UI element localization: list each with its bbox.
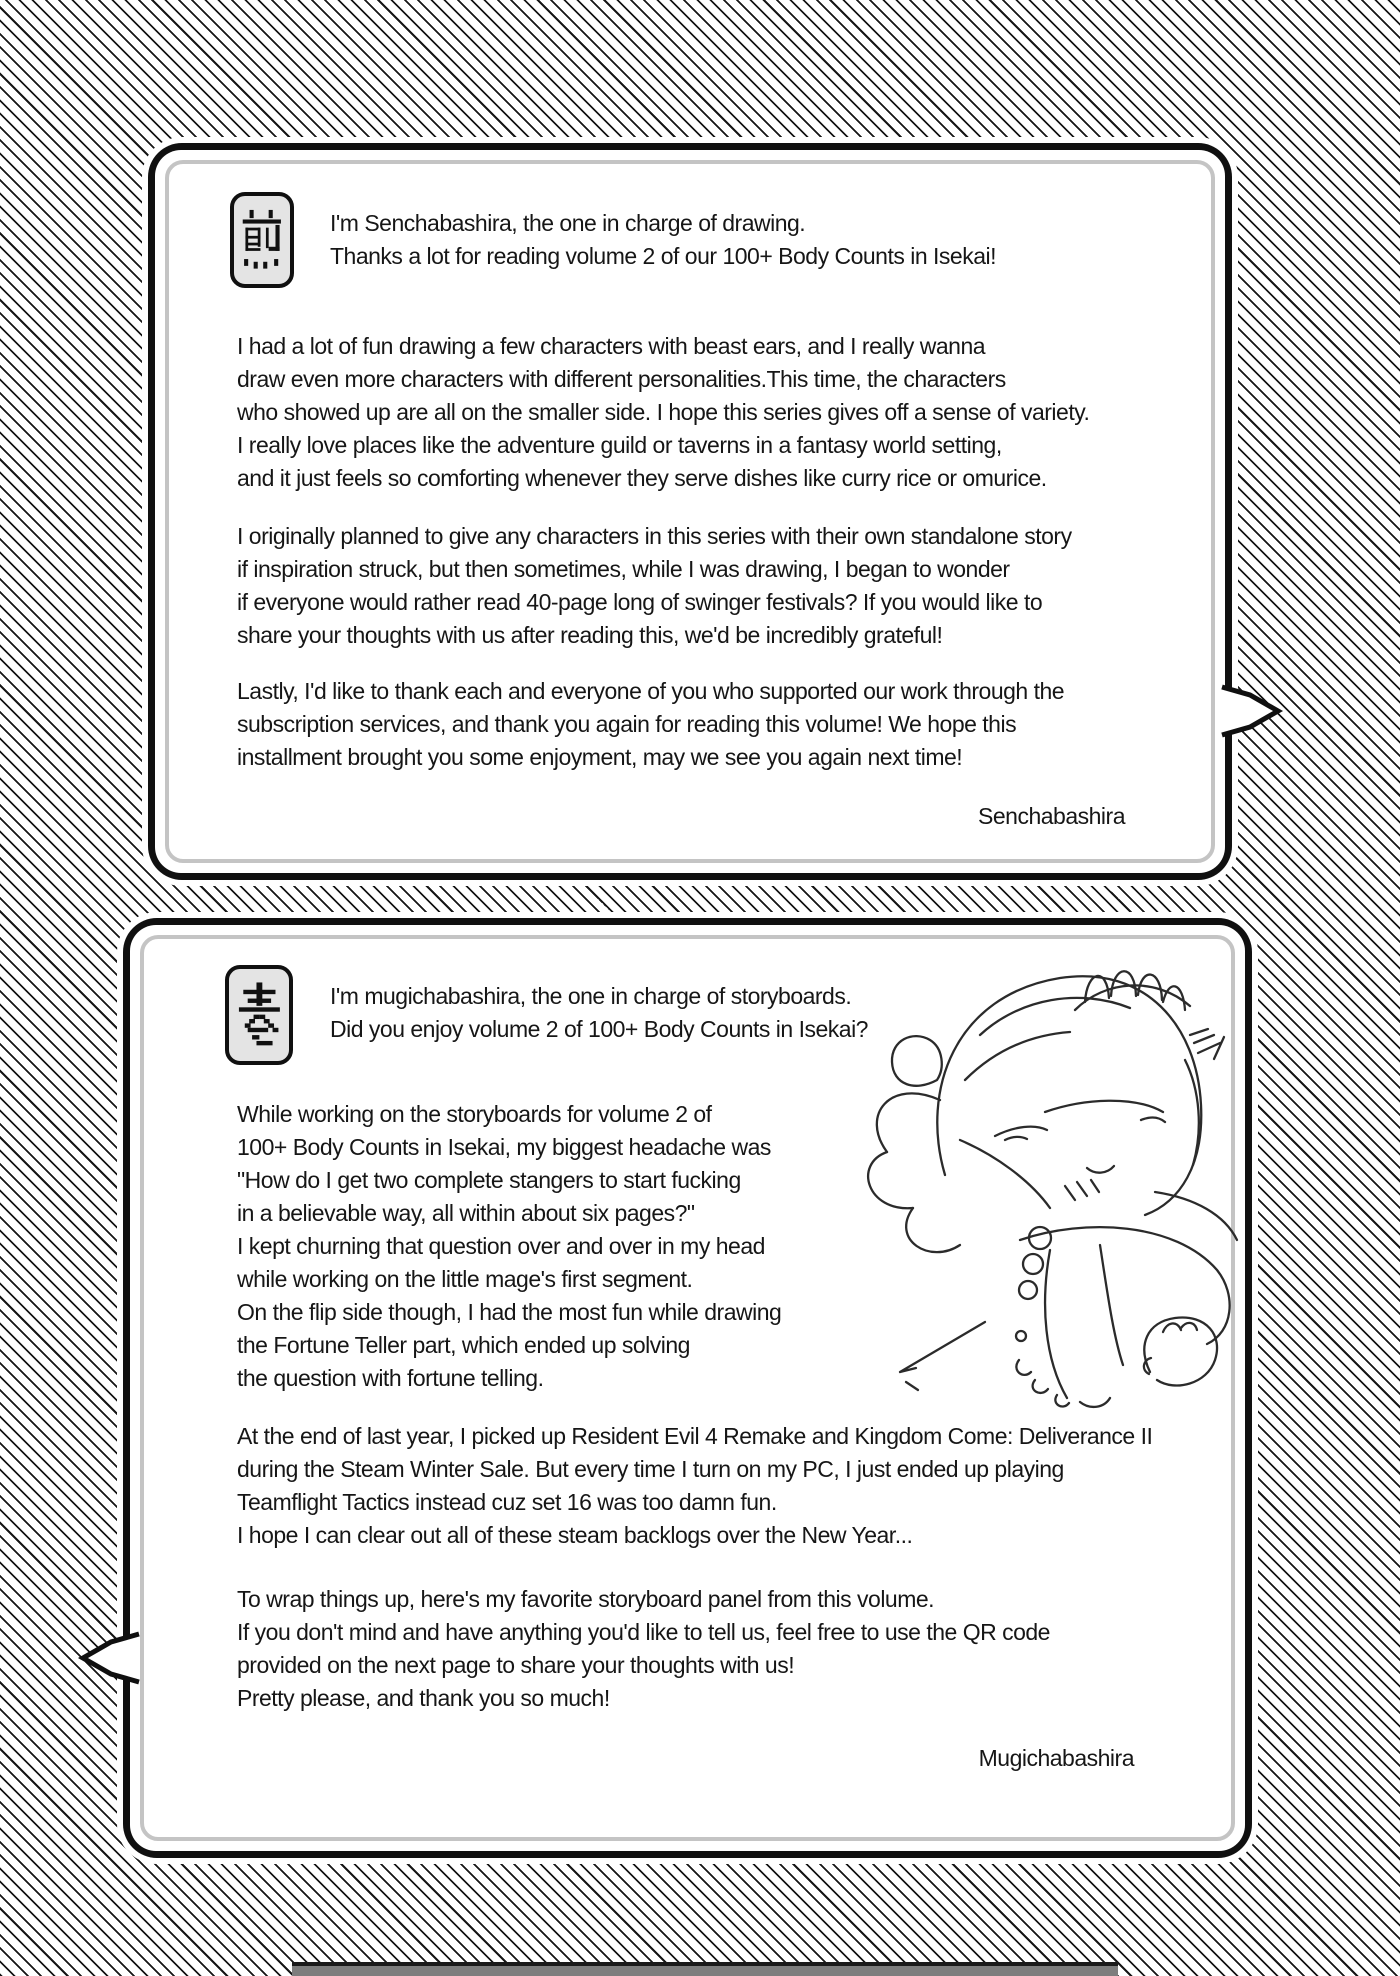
text-line: subscription services, and thank you again for reading this volume! We hope this xyxy=(237,711,1017,737)
text-line: While working on the storyboards for volume 2 of xyxy=(237,1101,712,1127)
sencha-kanji-icon xyxy=(230,192,294,288)
senchabashira-comment-bubble xyxy=(148,143,1232,880)
text-line: Did you enjoy volume 2 of 100+ Body Counts in Isekai? xyxy=(330,1016,868,1042)
text-line: Pretty please, and thank you so much! xyxy=(237,1685,610,1711)
text-line: I originally planned to give any characters in this series with their own standalone story xyxy=(237,523,1072,549)
paragraph xyxy=(237,1420,1152,1552)
text-line: I had a lot of fun drawing a few characters with beast ears, and I really wanna xyxy=(237,333,986,359)
text-line: during the Steam Winter Sale. But every time I turn on my PC, I just ended up playing xyxy=(237,1456,1064,1482)
mugichabashira-comment-bubble xyxy=(123,918,1252,1858)
paragraph xyxy=(237,330,1089,495)
mugichabashira-sketch xyxy=(845,940,1240,1415)
paragraph xyxy=(237,675,1064,774)
next-page-edge xyxy=(292,1962,1118,1976)
text-line: Lastly, I'd like to thank each and everyone of you who supported our work through the xyxy=(237,678,1065,704)
text-line: At the end of last year, I picked up Resident Evil 4 Remake and Kingdom Come: Deliverance II xyxy=(237,1423,1153,1449)
text-line: Thanks a lot for reading volume 2 of our 100+ Body Counts in Isekai! xyxy=(330,243,996,269)
text-line: the Fortune Teller part, which ended up solving xyxy=(237,1332,690,1358)
text-line: I'm Senchabashira, the one in charge of drawing. xyxy=(330,210,806,236)
speech-tail-left-icon xyxy=(77,1630,139,1686)
text-line: and it just feels so comforting whenever they serve dishes like curry rice or omurice. xyxy=(237,465,1047,491)
text-line: while working on the little mage's first segment. xyxy=(237,1266,693,1292)
mugi-kanji-icon xyxy=(225,965,293,1065)
mugi-kanji-glyph xyxy=(236,976,283,1053)
text-line: To wrap things up, here's my favorite storyboard panel from this volume. xyxy=(237,1586,935,1612)
text-line: share your thoughts with us after reading this, we'd be incredibly grateful! xyxy=(237,622,943,648)
text-line: if inspiration struck, but then sometimes, while I was drawing, I began to wonder xyxy=(237,556,1010,582)
text-line: I kept churning that question over and over in my head xyxy=(237,1233,765,1259)
text-line: Teamflight Tactics instead cuz set 16 was too damn fun. xyxy=(237,1489,777,1515)
text-line: I hope I can clear out all of these steam backlogs over the New Year... xyxy=(237,1522,913,1548)
text-line: I really love places like the adventure guild or taverns in a fantasy world setting, xyxy=(237,432,1002,458)
signature: Senchabashira xyxy=(978,803,1125,829)
text-line: if everyone would rather read 40-page long of swinger festivals? If you would like to xyxy=(237,589,1043,615)
paragraph xyxy=(237,1583,1050,1715)
signature: Mugichabashira xyxy=(978,1745,1134,1771)
paragraph xyxy=(237,520,1072,652)
text-line: provided on the next page to share your thoughts with us! xyxy=(237,1652,795,1678)
paragraph xyxy=(330,207,996,273)
paragraph xyxy=(330,980,868,1046)
text-line: 100+ Body Counts in Isekai, my biggest headache was xyxy=(237,1134,771,1160)
sencha-kanji-glyph xyxy=(240,203,284,277)
text-line: "How do I get two complete stangers to start fucking xyxy=(237,1167,741,1193)
text-line: who showed up are all on the smaller side. I hope this series gives off a sense of variety. xyxy=(237,399,1090,425)
text-line: the question with fortune telling. xyxy=(237,1365,544,1391)
paragraph xyxy=(237,1098,781,1395)
text-line: in a believable way, all within about six pages?" xyxy=(237,1200,695,1226)
text-line: draw even more characters with different personalities.This time, the characters xyxy=(237,366,1006,392)
text-line: I'm mugichabashira, the one in charge of storyboards. xyxy=(330,983,852,1009)
text-line: If you don't mind and have anything you'd like to tell us, feel free to use the QR code xyxy=(237,1619,1050,1645)
text-line: installment brought you some enjoyment, may we see you again next time! xyxy=(237,744,963,770)
text-line: On the flip side though, I had the most fun while drawing xyxy=(237,1299,782,1325)
speech-tail-right-icon xyxy=(1222,683,1284,739)
